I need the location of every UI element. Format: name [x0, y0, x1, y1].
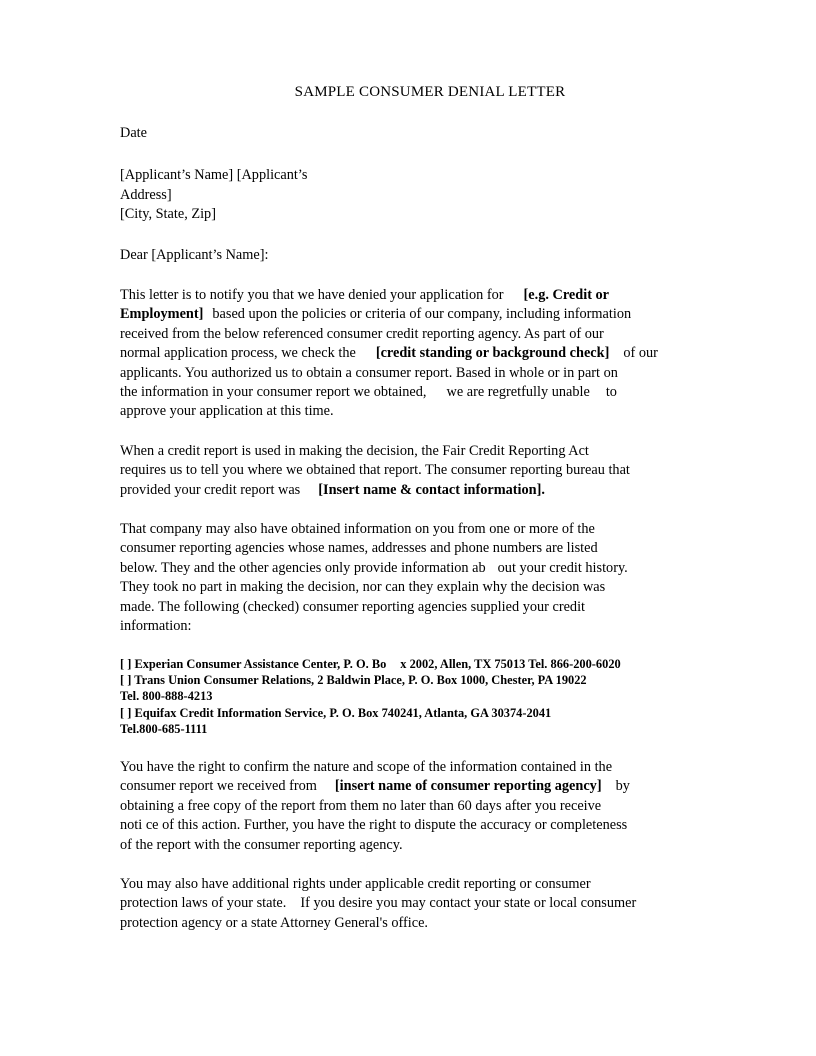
para1-line-6: the information in your consumer report we obtained, we are regretfully unable to	[120, 384, 617, 401]
agency-list	[120, 656, 621, 737]
date-line: Date	[120, 125, 147, 141]
para3-line-2: consumer reporting agencies whose names, addresses and phone numbers are listed	[120, 540, 598, 557]
para1-line-7: approve your application at this time.	[120, 403, 334, 420]
letter-title: SAMPLE CONSUMER DENIAL LETTER	[294, 84, 566, 100]
address-line-2: Address]	[120, 186, 172, 203]
applicant-address	[120, 166, 307, 225]
paragraph-fcra	[120, 442, 690, 500]
para2-line-2: requires us to tell you where we obtained that report. The consumer reporting bureau that	[120, 462, 630, 479]
agency-equifax-phone: Tel.800-685-1111	[120, 721, 208, 736]
para4-line-2: consumer report we received from [insert name of consumer reporting agency] by	[120, 778, 630, 795]
para3-line-3: below. They and the other agencies only provide information ab out your credit history.	[120, 559, 628, 576]
paragraph-denial	[120, 286, 690, 422]
para4-line-1: You have the right to confirm the nature and scope of the information contained in the	[120, 759, 613, 775]
para5-line-1: You may also have additional rights under applicable credit reporting or consumer	[120, 876, 591, 892]
para3-line-6: information:	[120, 618, 192, 635]
salutation: Dear [Applicant’s Name]:	[120, 247, 269, 263]
agency-transunion: [ ] Trans Union Consumer Relations, 2 Baldwin Place, P. O. Box 1000, Chester, PA 19022	[120, 673, 587, 688]
paragraph-additional-rights	[120, 875, 690, 933]
para1-line-5: applicants. You authorized us to obtain a consumer report. Based in whole or in part on	[120, 364, 618, 381]
para5-line-3: protection agency or a state Attorney General's office.	[120, 914, 428, 931]
agency-transunion-phone: Tel. 800-888-4213	[120, 689, 213, 704]
agency-equifax: [ ] Equifax Credit Information Service, P. O. Box 740241, Atlanta, GA 30374-2041	[120, 705, 552, 720]
para2-line-1: When a credit report is used in making the decision, the Fair Credit Reporting Act	[120, 443, 589, 459]
agency-experian: [ ] Experian Consumer Assistance Center, P. O. Bo x 2002, Allen, TX 75013 Tel. 866-200-6020	[120, 657, 621, 671]
para1-line-1: This letter is to notify you that we have denied your application for [e.g. Credit or	[120, 287, 610, 303]
address-line-1: [Applicant’s Name] [Applicant’s	[120, 167, 308, 183]
paragraph-agencies-intro	[120, 520, 690, 636]
para4-line-3: obtaining a free copy of the report from them no later than 60 days after you receive	[120, 797, 602, 814]
para1-line-2: Employment] based upon the policies or criteria of our company, including information	[120, 306, 632, 323]
para3-line-5: made. The following (checked) consumer reporting agencies supplied your credit	[120, 598, 586, 615]
address-line-3: [City, State, Zip]	[120, 206, 216, 222]
para4-line-4: noti ce of this action. Further, you have the right to dispute the accuracy or completeness	[120, 817, 628, 834]
para3-line-1: That company may also have obtained information on you from one or more of the	[120, 521, 595, 537]
para5-line-2: protection laws of your state. If you desire you may contact your state or local consumer	[120, 895, 637, 912]
paragraph-rights	[120, 758, 690, 855]
para1-line-3: received from the below referenced consumer credit reporting agency. As part of our	[120, 325, 604, 342]
para3-line-4: They took no part in making the decision, nor can they explain why the decision was	[120, 579, 606, 596]
para1-line-4: normal application process, we check the [credit standing or background check] of our	[120, 345, 658, 362]
para4-line-5: of the report with the consumer reporting agency.	[120, 836, 403, 853]
para2-line-3: provided your credit report was [Insert name & contact information].	[120, 481, 545, 498]
